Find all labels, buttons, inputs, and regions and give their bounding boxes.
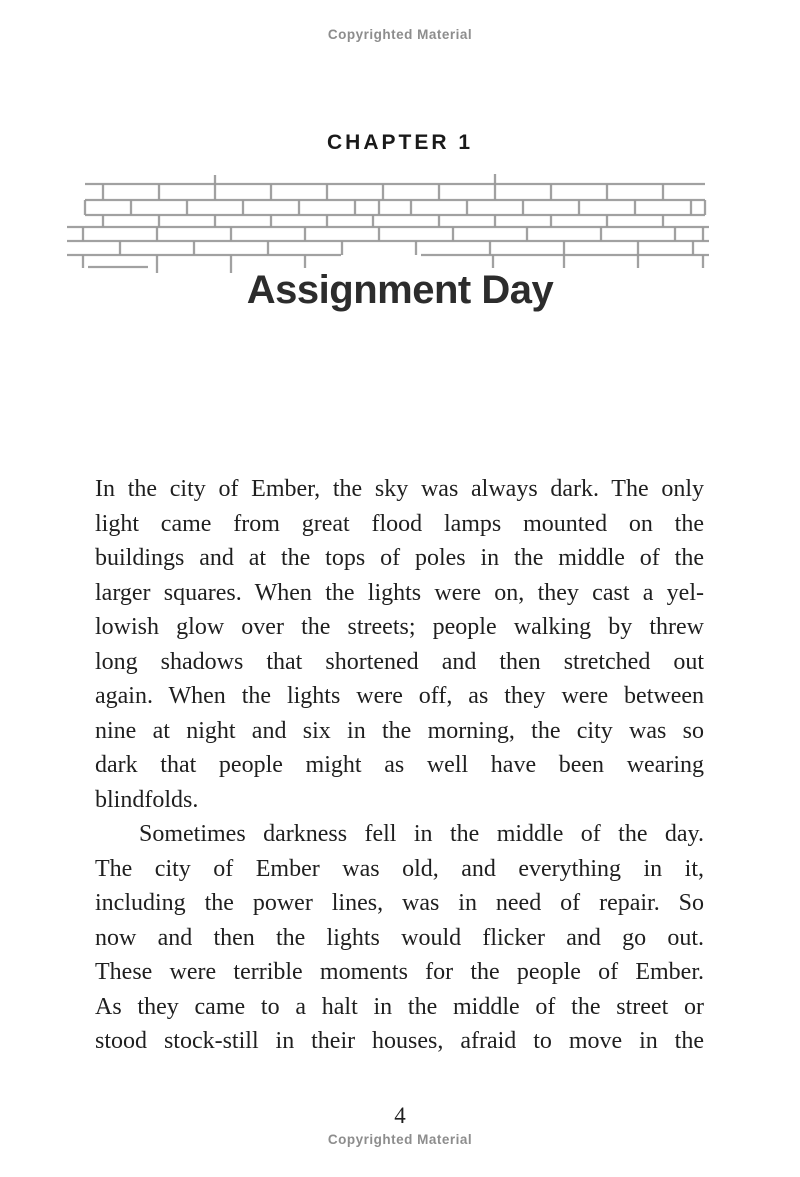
body-line: including the power lines, was in need of repair. So	[95, 890, 704, 916]
grid-ornament-icon	[63, 172, 711, 274]
body-line: dark that people might as well have been wearing	[95, 752, 704, 778]
chapter-ornament-grid-image	[63, 172, 711, 274]
chapter-number-heading: CHAPTER 1	[326, 131, 474, 154]
body-line: blindfolds.	[95, 786, 199, 813]
body-line: again. When the lights were off, as they were between	[95, 683, 704, 709]
body-line: larger squares. When the lights were on, they cast a yel-	[95, 579, 704, 606]
body-line: As they came to a halt in the middle of the street or	[95, 993, 704, 1020]
body-line: light came from great flood lamps mounted on the	[95, 510, 704, 537]
page-number: 4	[394, 1103, 406, 1128]
body-line: lowish glow over the streets; people walking by threw	[95, 614, 704, 640]
body-line: In the city of Ember, the sky was always dark. The only	[95, 476, 704, 502]
body-line: buildings and at the tops of poles in the middle of the	[95, 545, 704, 571]
body-line: These were terrible moments for the people of Ember.	[95, 959, 704, 985]
body-line: stood stock-still in their houses, afraid to move in the	[95, 1028, 704, 1054]
body-line: long shadows that shortened and then stretched out	[95, 648, 704, 675]
body-text	[95, 472, 704, 1059]
body-line: nine at night and six in the morning, the city was so	[95, 717, 704, 744]
bottom-copyright-notice: Copyrighted Material	[327, 1132, 473, 1147]
top-copyright-notice: Copyrighted Material	[327, 27, 473, 42]
body-line: now and then the lights would flicker and go out.	[95, 924, 704, 951]
body-line: The city of Ember was old, and everything in it,	[95, 855, 704, 882]
chapter-title: Assignment Day	[246, 268, 554, 312]
body-line: Sometimes darkness fell in the middle of the day.	[139, 821, 704, 847]
